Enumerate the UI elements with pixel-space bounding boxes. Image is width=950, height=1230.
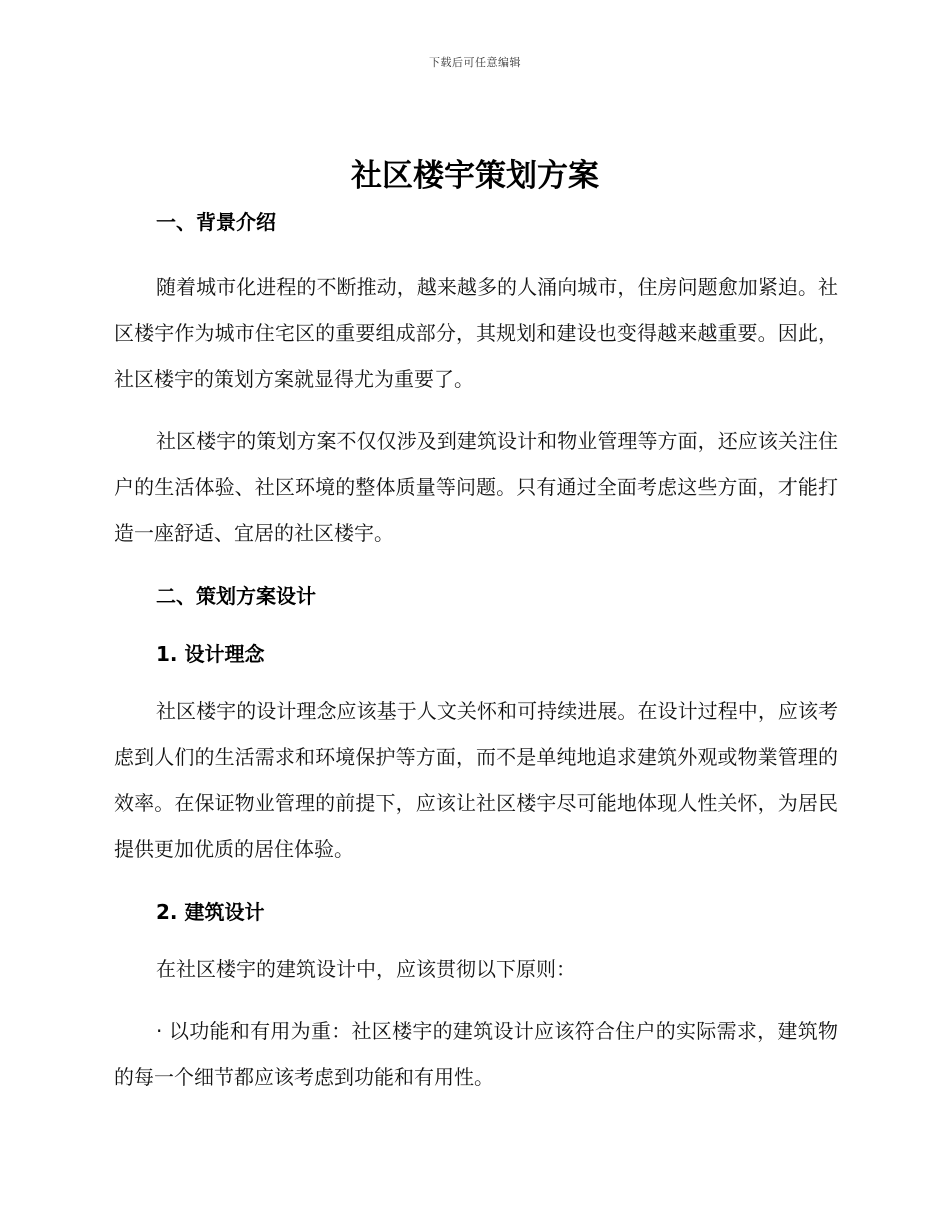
subheading-architecture-design: 2. 建筑设计: [156, 900, 265, 924]
section-heading-background: 一、背景介绍: [156, 210, 276, 234]
paragraph-background-2: 社区楼宇的策划方案不仅仅涉及到建筑设计和物业管理等方面，还应该关注住户的生活体验、社区环境的整体质量等问题。只有通过全面考虑这些方面，才能打造一座舒适、宜居的社区楼宇。: [114, 429, 838, 545]
header-note: 下载后可任意编辑: [429, 56, 521, 69]
paragraph-background-1: 随着城市化进程的不断推动，越来越多的人涌向城市，住房问题愈加紧迫。社区楼宇作为城市住宅区的重要组成部分，其规划和建设也变得越来越重要。因此，社区楼宇的策划方案就显得尤为重要了。: [114, 275, 838, 391]
paragraph-architecture-principles: 在社区楼宇的建筑设计中，应该贯彻以下原则：: [156, 957, 576, 981]
document-body: [114, 204, 838, 1100]
bullet-function-usefulness: · 以功能和有用为重：社区楼宇的建筑设计应该符合住户的实际需求，建筑物的每一个细节都应该考虑到功能和有用性。: [114, 1019, 838, 1089]
paragraph-design-concept: 社区楼宇的设计理念应该基于人文关怀和可持续进展。在设计过程中，应该考虑到人们的生活需求和环境保护等方面，而不是单纯地追求建筑外观或物業管理的效率。在保证物业管理的前提下，应该让社区楼宇尽可能地体现人性关怀，为居民提供更加优质的居住体验。: [114, 699, 838, 861]
section-heading-plan-design: 二、策划方案设计: [156, 584, 316, 608]
document-title: 社区楼宇策划方案: [351, 158, 599, 194]
subheading-design-concept: 1. 设计理念: [156, 642, 265, 666]
